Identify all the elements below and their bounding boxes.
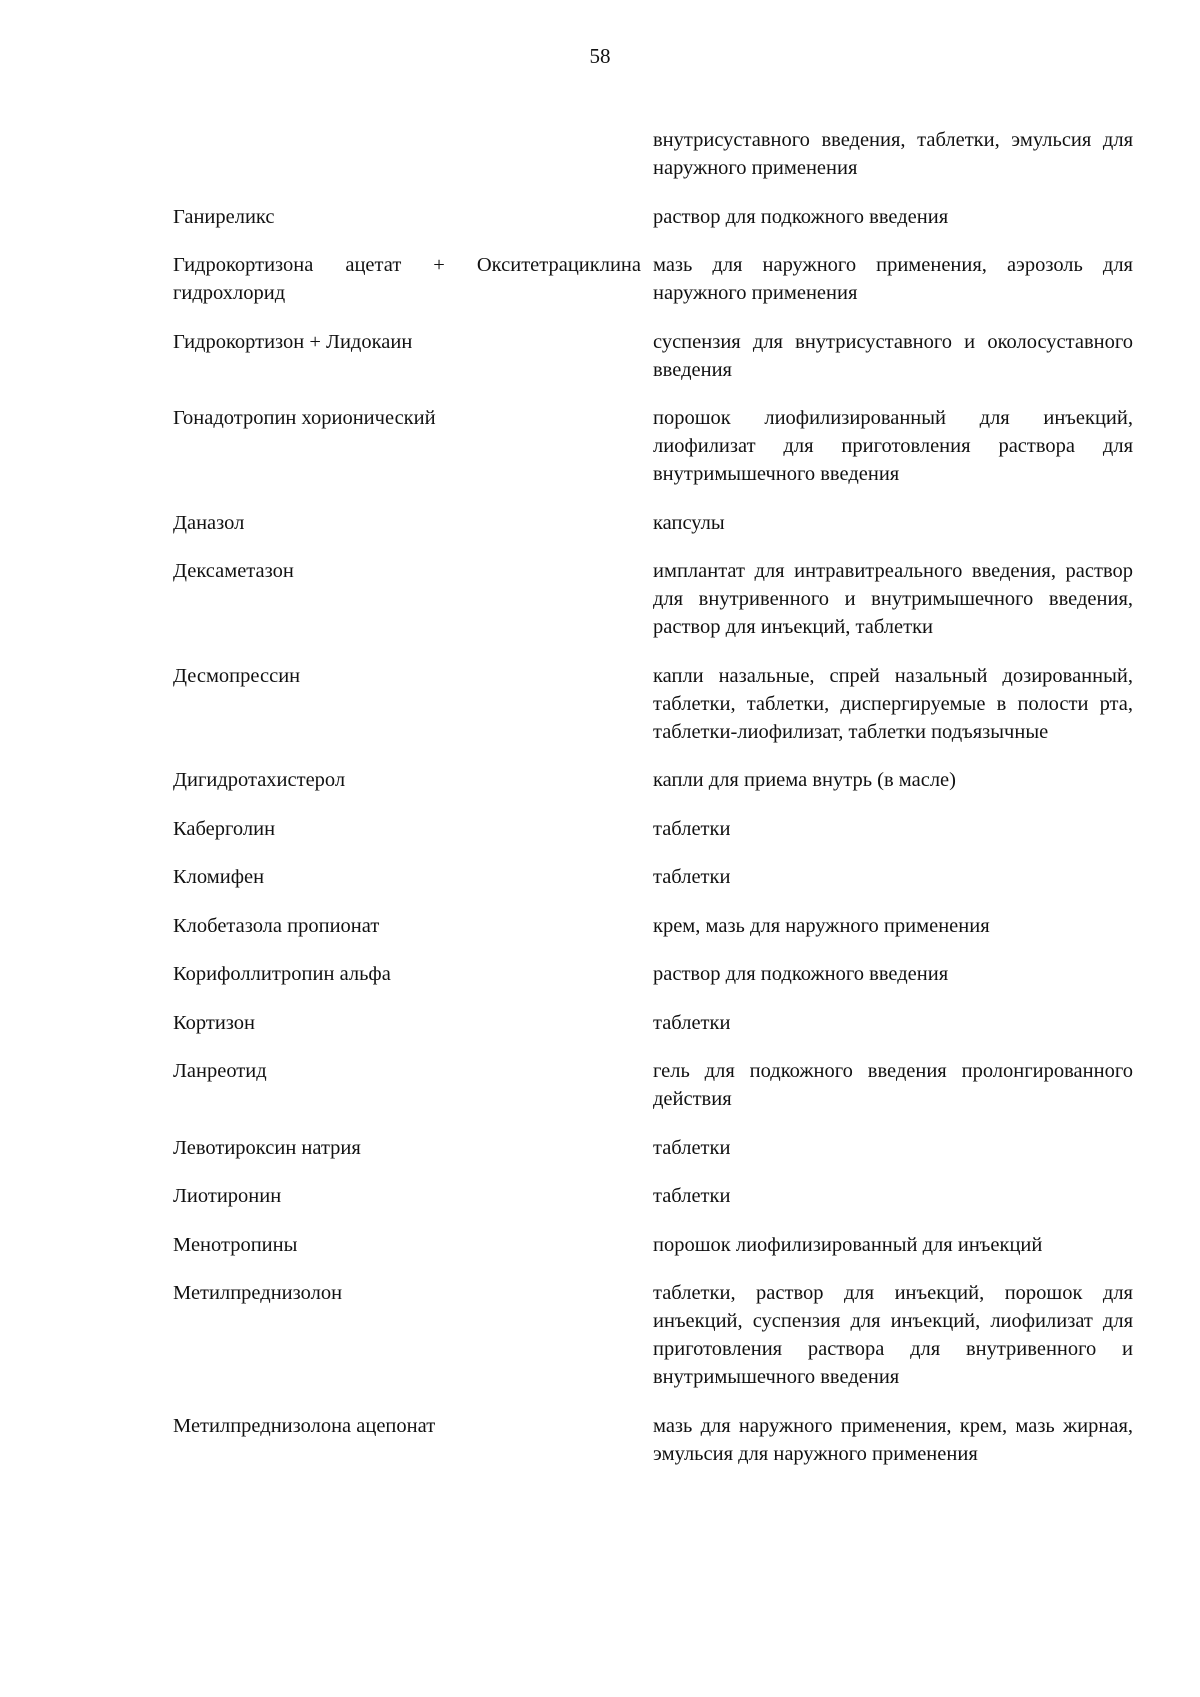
drug-name: Десмопрессин xyxy=(173,664,301,687)
drug-form: раствор для подкожного введения xyxy=(653,205,949,228)
drug-name: Гидрокортизон + Лидокаин xyxy=(173,330,413,353)
drug-form: внутрисуставного введения, таблетки, эмульсия для наружного применения xyxy=(653,129,1133,179)
drug-name: Левотироксин натрия xyxy=(173,1136,361,1159)
drug-name: Гонадотропин хорионический xyxy=(173,407,436,429)
drug-form: капли для приема внутрь (в масле) xyxy=(653,769,956,791)
table-row xyxy=(173,404,1133,488)
drug-table xyxy=(173,126,1133,1488)
drug-name: Корифоллитропин альфа xyxy=(173,963,391,985)
drug-name xyxy=(173,126,653,182)
drug-name: Лиотиронин xyxy=(173,1185,282,1207)
table-row xyxy=(173,662,1133,746)
drug-name: Дигидротахистерол xyxy=(173,769,346,791)
table-row xyxy=(173,912,1133,940)
table-row xyxy=(173,863,1133,891)
table-row xyxy=(173,960,1133,988)
table-row xyxy=(173,815,1133,843)
drug-form: порошок лиофилизированный для инъекций xyxy=(653,1233,1043,1256)
drug-name: Метилпреднизолон xyxy=(173,1282,343,1304)
drug-form: мазь для наружного применения, крем, мазь жирная, эмульсия для наружного применения xyxy=(653,1414,1133,1465)
drug-form: имплантат для интравитреального введения, раствор для внутривенного и внутримышечного введения, раствор для инъекций, таблетки xyxy=(653,560,1133,638)
drug-form: таблетки xyxy=(653,1136,731,1159)
drug-name: Клобетазола пропионат xyxy=(173,914,380,937)
drug-form: таблетки, раствор для инъекций, порошок для инъекций, суспензия для инъекций, лиофилизат для приготовления раствора для внутривенного и внутримышечного введения xyxy=(653,1282,1133,1388)
table-row xyxy=(173,1134,1133,1162)
drug-name: Гидрокортизона ацетат + Окситетрациклина гидрохлорид xyxy=(173,254,641,304)
drug-form: таблетки xyxy=(653,1185,731,1207)
drug-name: Даназол xyxy=(173,511,245,534)
drug-form: мазь для наружного применения, аэрозоль для наружного применения xyxy=(653,254,1133,304)
drug-form: капли назальные, спрей назальный дозированный, таблетки, таблетки, диспергируемые в полости рта, таблетки-лиофилизат, таблетки подъязычные xyxy=(653,664,1133,743)
table-row xyxy=(173,1412,1133,1468)
table-row xyxy=(173,1182,1133,1210)
drug-form: гель для подкожного введения пролонгированного действия xyxy=(653,1060,1133,1110)
table-row xyxy=(173,1231,1133,1259)
table-row xyxy=(173,1057,1133,1113)
drug-name: Дексаметазон xyxy=(173,560,294,582)
drug-form: таблетки xyxy=(653,817,731,840)
drug-name: Менотропины xyxy=(173,1233,298,1256)
table-row xyxy=(173,1279,1133,1391)
table-row xyxy=(173,203,1133,231)
table-row xyxy=(173,126,1133,182)
page-number: 58 xyxy=(589,44,611,68)
drug-name: Метилпреднизолона ацепонат xyxy=(173,1414,436,1437)
table-row xyxy=(173,251,1133,307)
drug-form: суспензия для внутрисуставного и околосуставного введения xyxy=(653,330,1133,381)
table-row xyxy=(173,1009,1133,1037)
drug-name: Ланреотид xyxy=(173,1060,267,1082)
drug-form: порошок лиофилизированный для инъекций, лиофилизат для приготовления раствора для внутримышечного введения xyxy=(653,407,1133,485)
drug-form: таблетки xyxy=(653,866,731,888)
drug-form: таблетки xyxy=(653,1011,731,1034)
table-row xyxy=(173,509,1133,537)
drug-form: раствор для подкожного введения xyxy=(653,963,949,985)
drug-form: крем, мазь для наружного применения xyxy=(653,914,990,937)
table-row xyxy=(173,557,1133,641)
drug-name: Ганиреликс xyxy=(173,205,275,228)
table-row xyxy=(173,328,1133,384)
table-row xyxy=(173,766,1133,794)
drug-name: Каберголин xyxy=(173,817,276,840)
drug-form: капсулы xyxy=(653,511,725,534)
drug-name: Кломифен xyxy=(173,866,265,888)
drug-name: Кортизон xyxy=(173,1011,256,1034)
